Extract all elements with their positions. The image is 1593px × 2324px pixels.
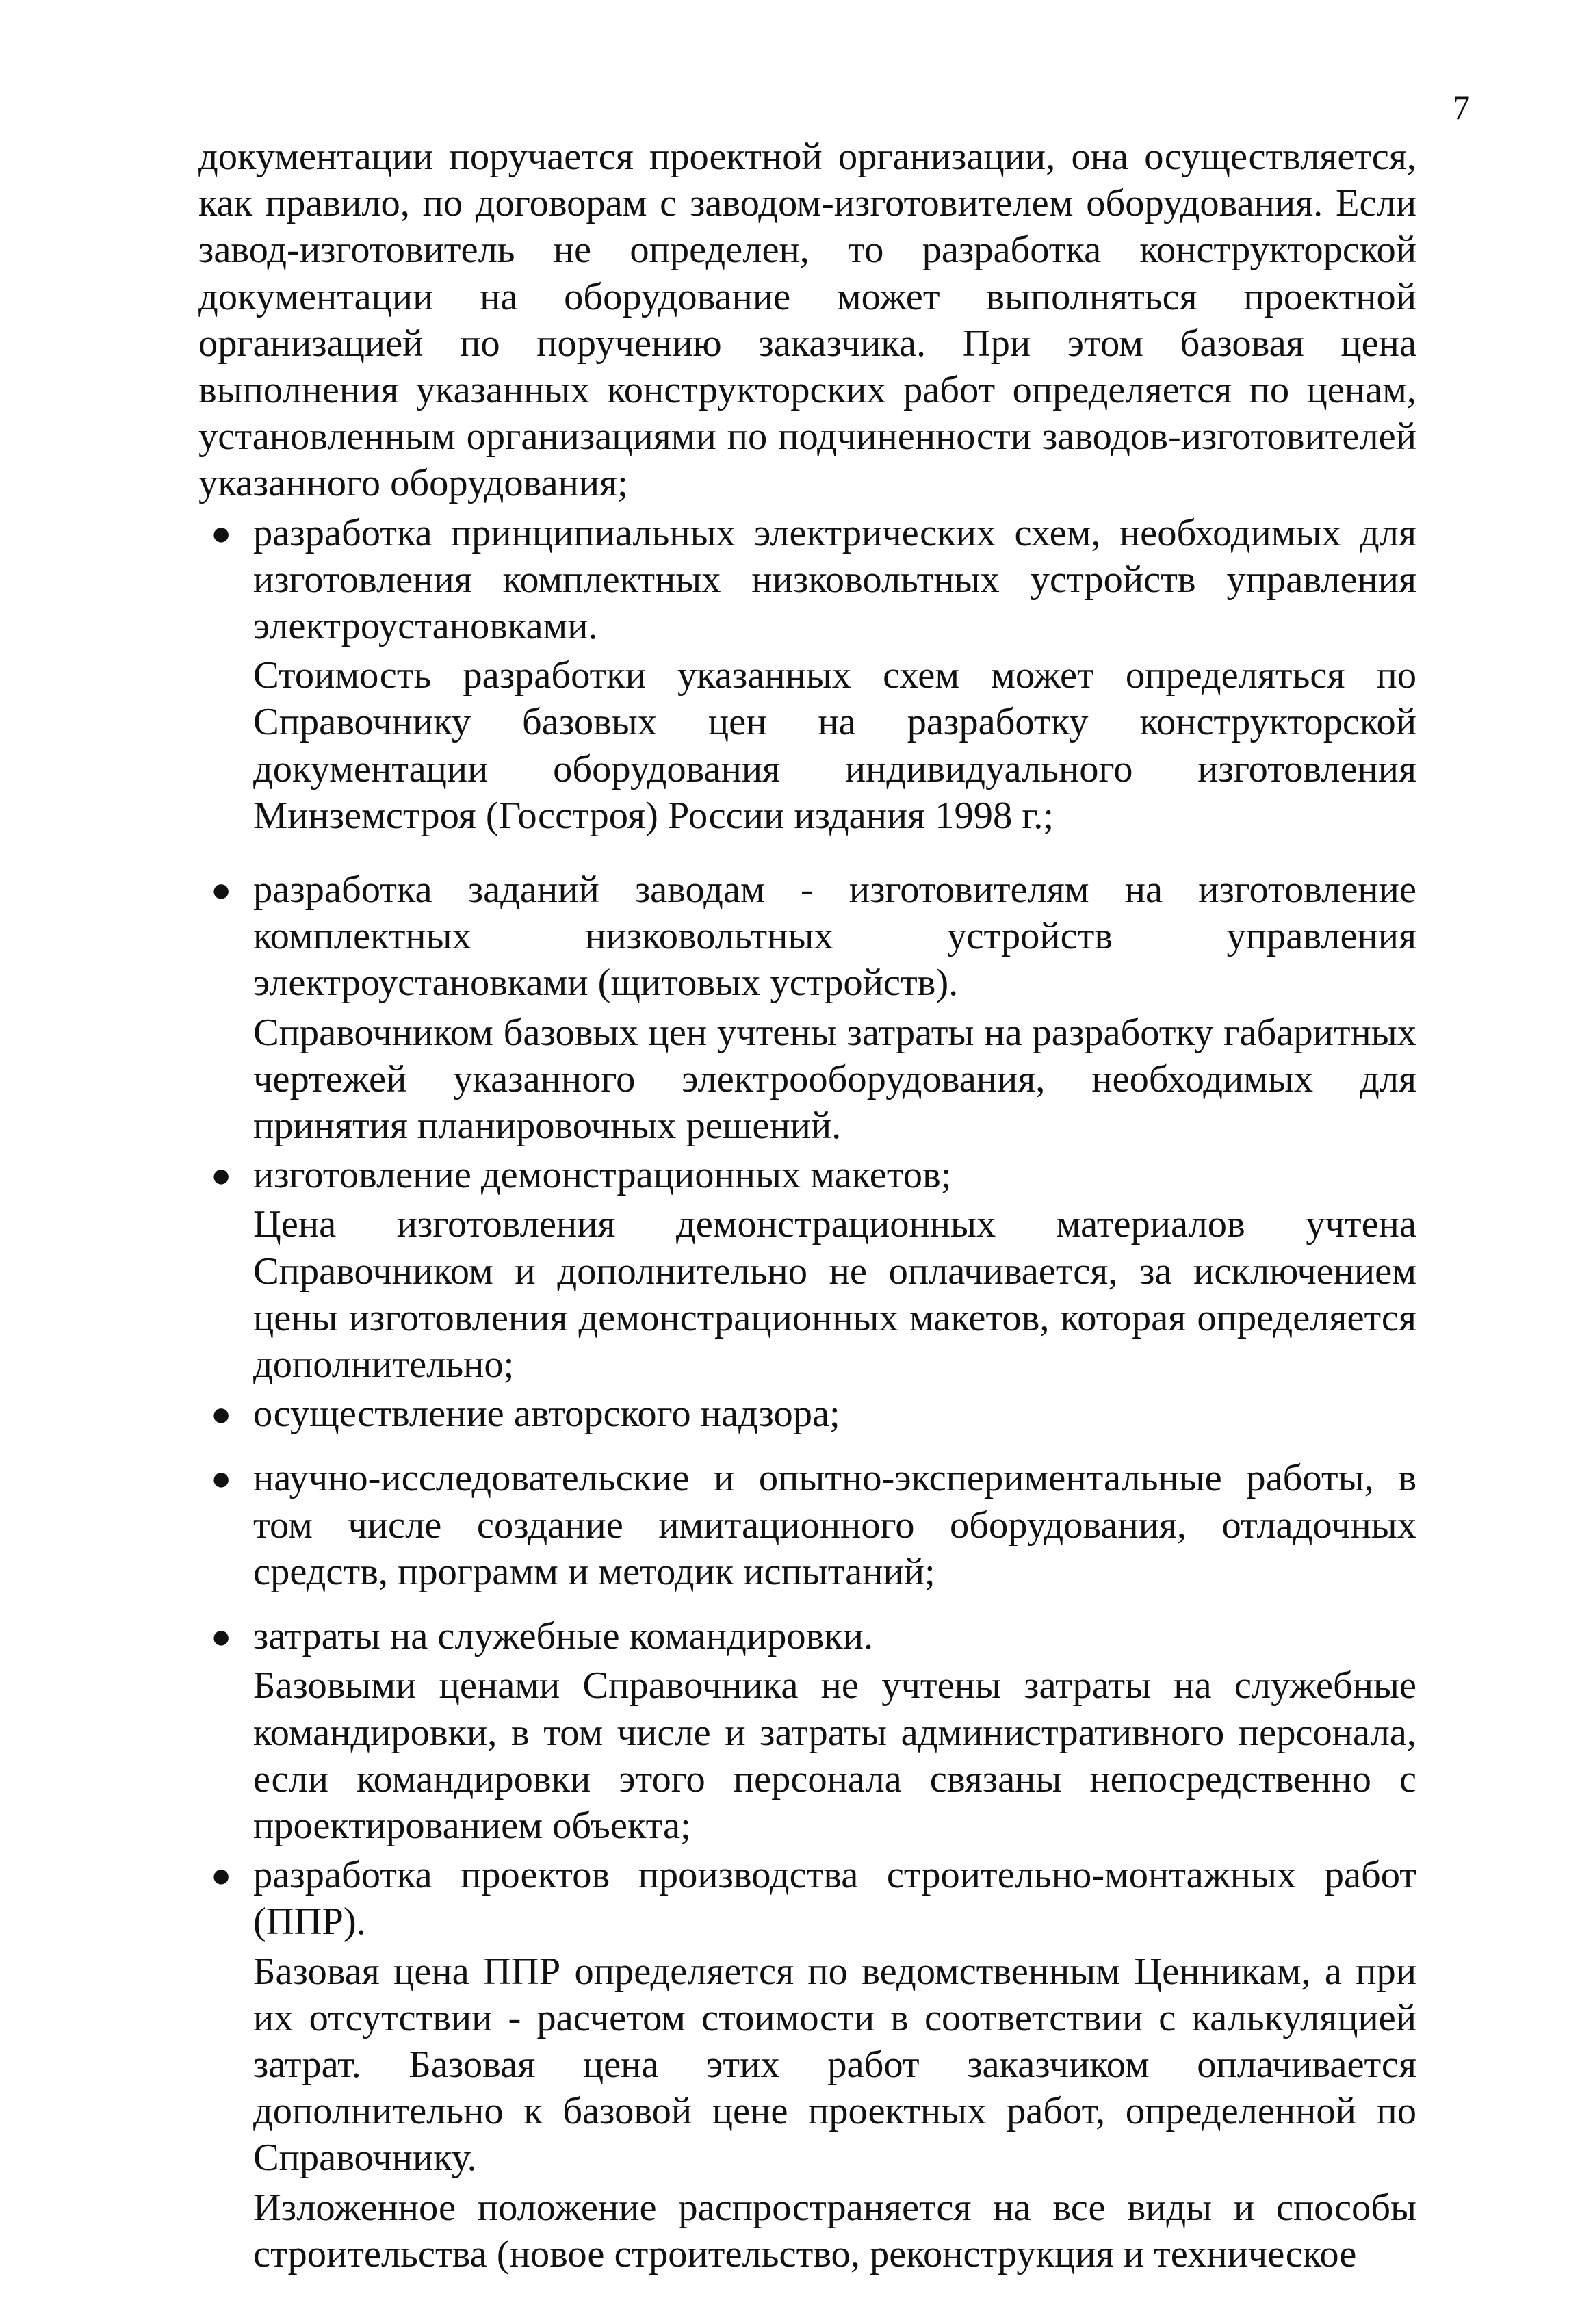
bullet-icon: ● xyxy=(211,1156,232,1195)
paragraph: Стоимость разработки указанных схем может определяться по Справочнику базовых цен на разработку конструкторской документации оборудования индивидуального изготовления Минземстроя (Госстроя) России издания 1998 г.; xyxy=(253,654,1416,837)
bullet-icon: ● xyxy=(211,870,232,909)
bullet-text: осуществление авторского надзора; xyxy=(253,1393,840,1436)
bullet-text: разработка заданий заводам - изготовителям на изготовление комплектных низковольтных устройств управления электроустановками (щитовых устройств). xyxy=(253,868,1416,1005)
page-number: 7 xyxy=(1453,88,1470,127)
bullet-item xyxy=(198,1455,1416,1595)
paragraph: Изложенное положение распространяется на все виды и способы строительства (новое строительство, реконструкция и техническое xyxy=(253,2186,1416,2275)
bullet-icon: ● xyxy=(211,513,232,552)
bullet-text: изготовление демонстрационных макетов; xyxy=(253,1154,952,1197)
paragraph: Базовыми ценами Справочника не учтены затраты на служебные командировки, в том числе и затраты административного персонала, если командировки этого персонала связаны непосредственно с проектированием объекта; xyxy=(253,1664,1416,1847)
bullet-item xyxy=(198,510,1416,650)
paragraph: Справочником базовых цен учтены затраты на разработку габаритных чертежей указанного электрооборудования, необходимых для принятия планировочных решений. xyxy=(253,1011,1416,1148)
bullet-item xyxy=(198,1152,1416,1198)
bullet-text: затраты на служебные командировки. xyxy=(253,1615,874,1658)
bullet-icon: ● xyxy=(211,1617,232,1656)
bullet-icon: ● xyxy=(211,1856,232,1895)
document-body xyxy=(198,133,1416,2277)
bullet-text: научно-исследовательские и опытно-экспериментальные работы, в том числе создание имитационного оборудования, отладочных средств, программ и методик испытаний; xyxy=(253,1457,1416,1593)
bullet-item xyxy=(198,1613,1416,1660)
bullet-text: разработка проектов производства строительно-монтажных работ (ППР). xyxy=(253,1854,1416,1944)
bullet-icon: ● xyxy=(211,1459,232,1498)
bullet-icon: ● xyxy=(211,1395,232,1434)
paragraph: Базовая цена ППР определяется по ведомственным Ценникам, а при их отсутствии - расчетом стоимости в соответствии с калькуляцией затрат. Базовая цена этих работ заказчиком оплачивается дополнительно к базовой цене проектных работ, определенной по Справочнику. xyxy=(253,1950,1416,2180)
paragraph: Цена изготовления демонстрационных материалов учтена Справочником и дополнительно не оплачивается, за исключением цены изготовления демонстрационных макетов, которая определяется дополнительно; xyxy=(253,1203,1416,1386)
bullet-item xyxy=(198,1391,1416,1437)
paragraph: документации поручается проектной организации, она осуществляется, как правило, по договорам с заводом-изготовителем оборудования. Если завод-изготовитель не определен, то разработка конструкторской документации на оборудование может выполняться проектной организацией по поручению заказчика. При этом базовая цена выполнения указанных конструкторских работ определяется по ценам, установленным организациями по подчиненности заводов-изготовителей указанного оборудования; xyxy=(198,135,1416,505)
bullet-item xyxy=(198,866,1416,1007)
bullet-item xyxy=(198,1852,1416,1945)
bullet-text: разработка принципиальных электрических схем, необходимых для изготовления комплектных низковольтных устройств управления электроустановками. xyxy=(253,511,1416,648)
